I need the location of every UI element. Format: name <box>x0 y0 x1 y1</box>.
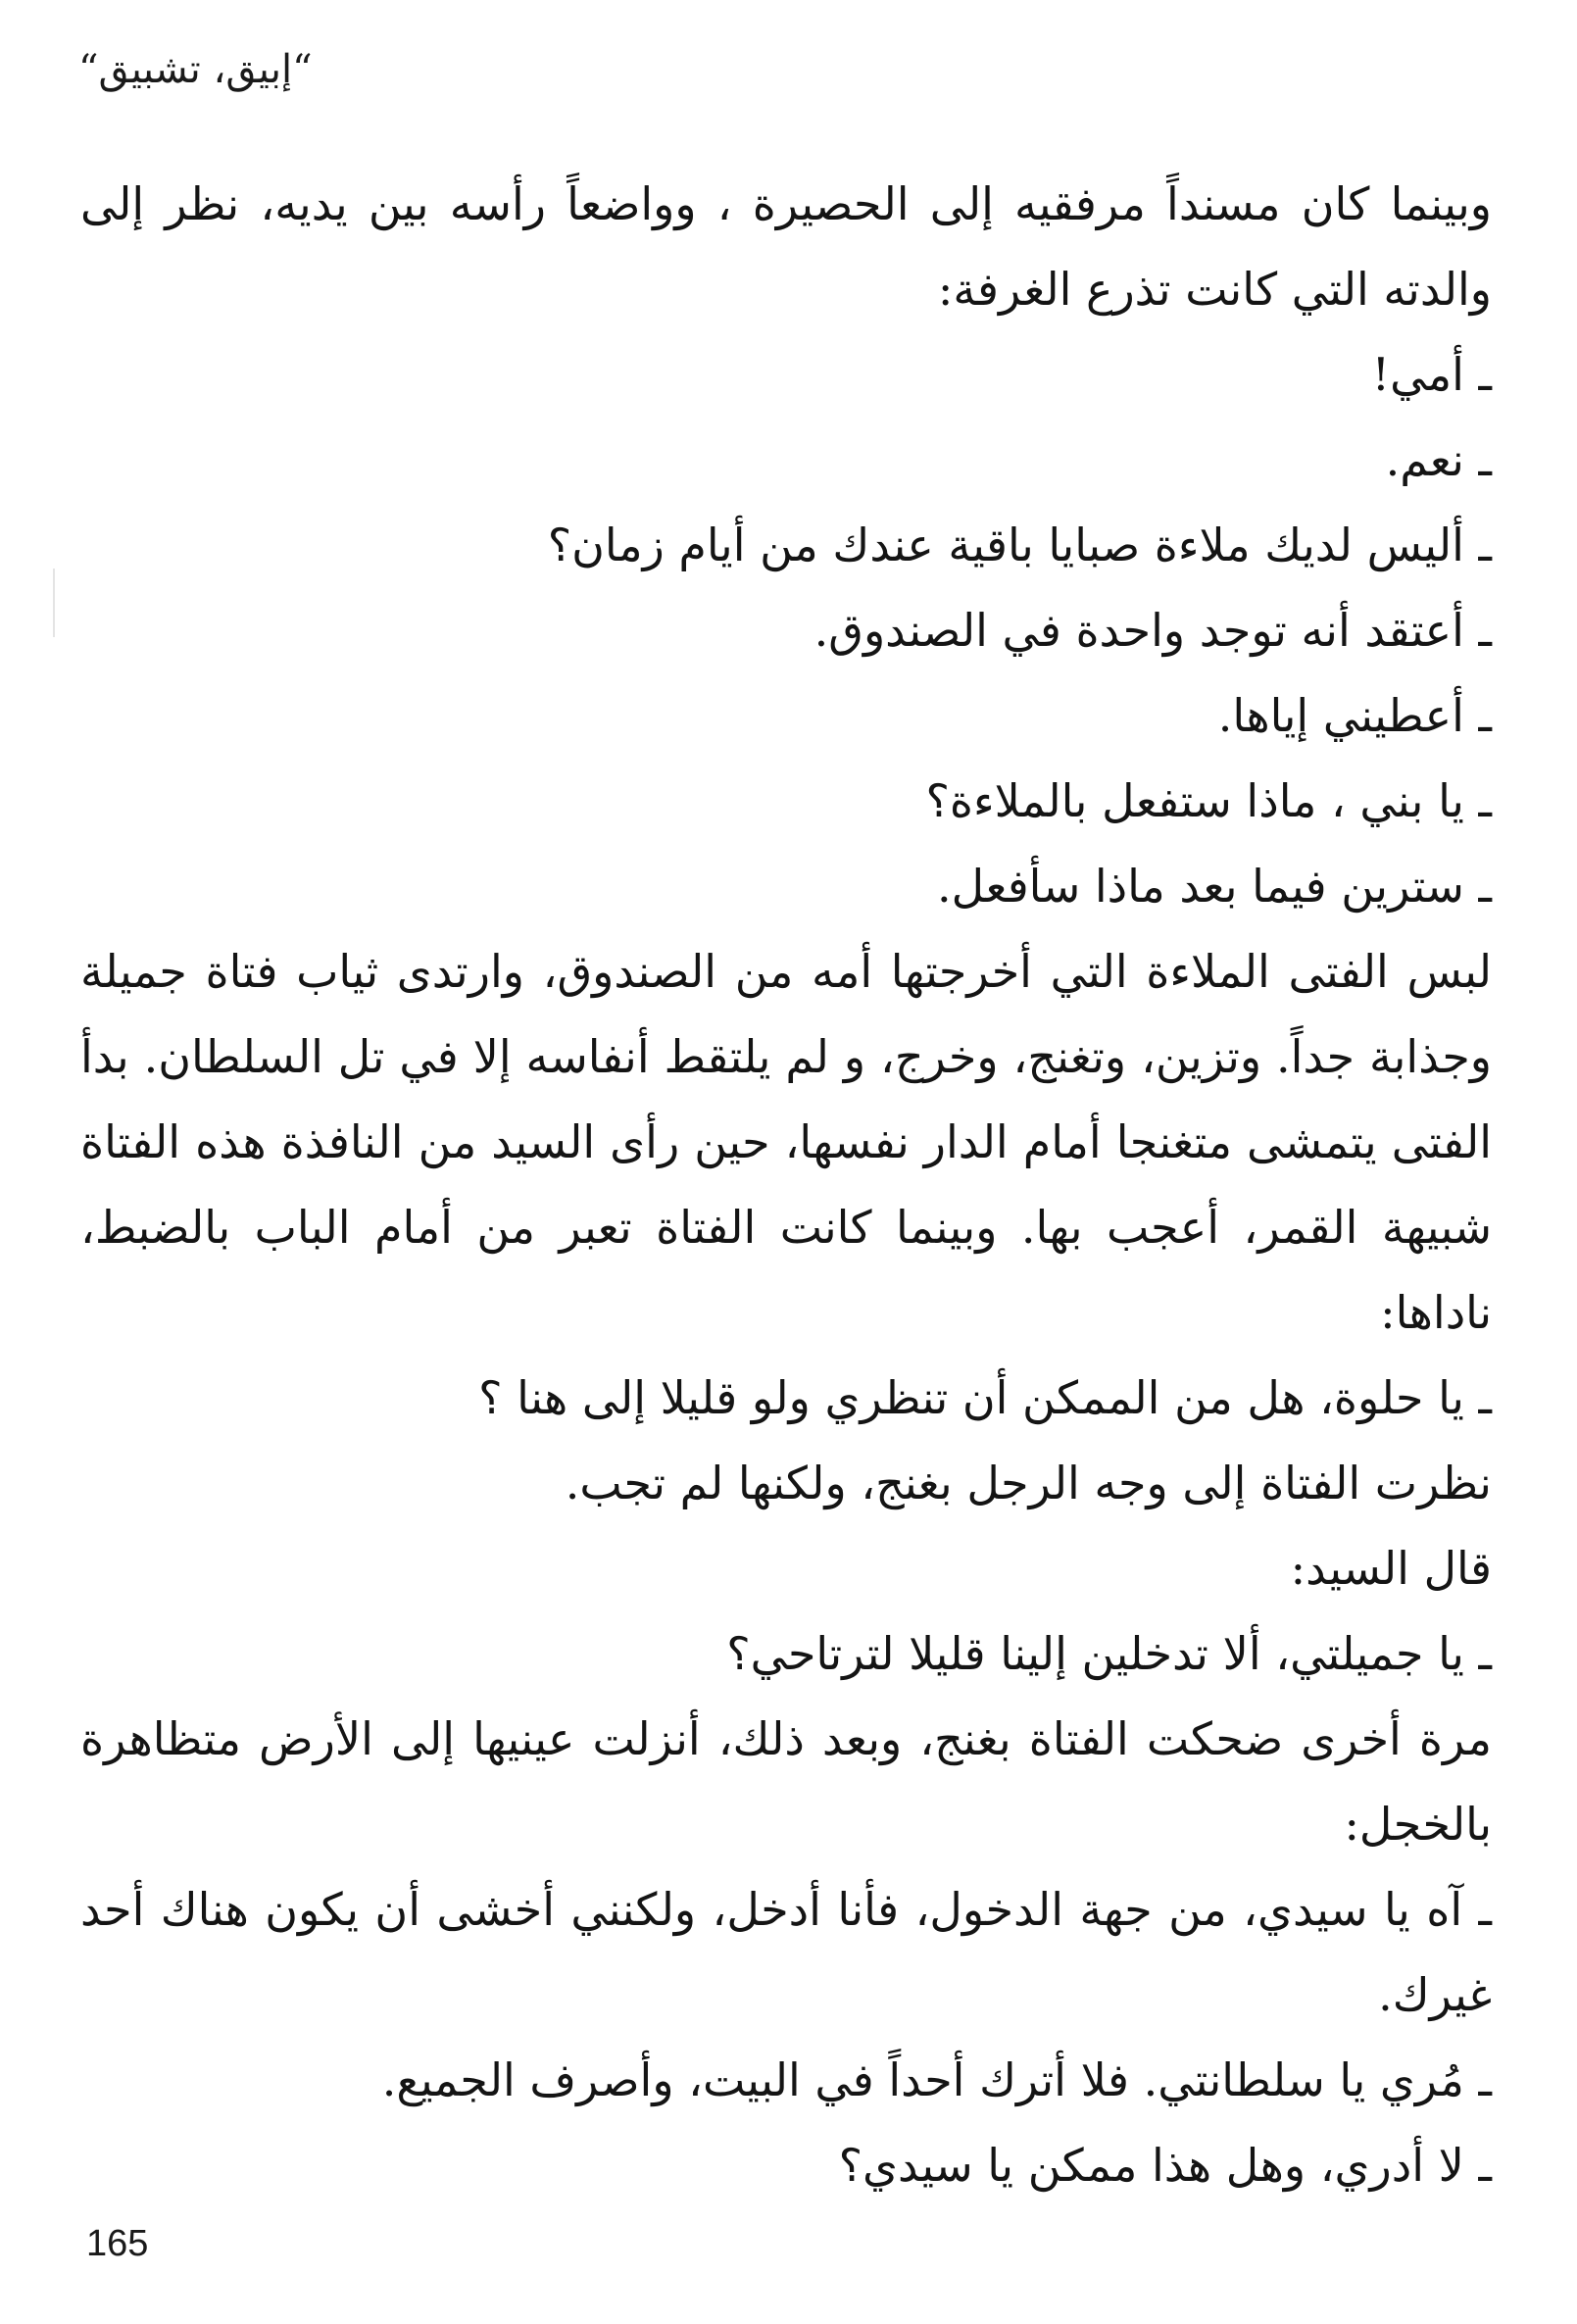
paragraph-dialogue: ـ أعطيني إياها. <box>1217 689 1492 742</box>
paragraph-narration: لبس الفتى الملاءة التي أخرجتها أمه من الصندوق، وارتدى ثياب فتاة جميلة وجذابة جداً. وتزين، وتغنج، وخرج، و لم يلتقط أنفاسه إلا في تل السلطان. بدأ الفتى يتمشى متغنجا أمام الدار نفسها، حين رأى السيد من النافذة هذه الفتاة شبيهة القمر، أعجب بها. وبينما كانت الفتاة تعبر من أمام الباب بالضبط، ناداها: <box>80 945 1492 1339</box>
running-header: “إبيق، تشبيق“ <box>78 47 313 92</box>
paragraph-dialogue: ـ سترين فيما بعد ماذا سأفعل. <box>937 860 1492 913</box>
paragraph-dialogue: ـ أمي! <box>1371 348 1492 401</box>
paragraph-dialogue: ـ مُري يا سلطانتي. فلا أترك أحداً في البيت، وأصرف الجميع. <box>381 2053 1492 2106</box>
paragraph-dialogue: ـ يا بني ، ماذا ستفعل بالملاءة؟ <box>925 774 1492 827</box>
paragraph-narration: نظرت الفتاة إلى وجه الرجل بغنج، ولكنها لم تجب. <box>565 1457 1492 1509</box>
paragraph-narration: مرة أخرى ضحكت الفتاة بغنج، وبعد ذلك، أنزلت عينيها إلى الأرض متظاهرة بالخجل: <box>80 1712 1492 1851</box>
paragraph-dialogue: ـ يا جميلتي، ألا تدخلين إلينا قليلا لترتاحي؟ <box>726 1627 1492 1680</box>
paragraph-narration: وبينما كان مسنداً مرفقيه إلى الحصيرة ، وواضعاً رأسه بين يديه، نظر إلى والدته التي كانت تذرع الغرفة: <box>80 177 1492 316</box>
paragraph-dialogue: ـ يا حلوة، هل من الممكن أن تنظري ولو قليلا إلى هنا ؟ <box>478 1371 1492 1424</box>
paragraph-dialogue: ـ نعم. <box>1385 433 1492 486</box>
paragraph-dialogue: ـ لا أدري، وهل هذا ممكن يا سيدي؟ <box>838 2139 1492 2192</box>
paragraph-dialogue: ـ آه يا سيدي، من جهة الدخول، فأنا أدخل، ولكنني أخشى أن يكون هناك أحد غيرك. <box>80 1883 1492 2021</box>
paragraph-narration: قال السيد: <box>1290 1542 1492 1595</box>
page-number: 165 <box>86 2223 149 2264</box>
margin-mark <box>53 569 55 637</box>
paragraph-dialogue: ـ أليس لديك ملاءة صبايا باقية عندك من أيام زمان؟ <box>547 519 1492 571</box>
page-body-text <box>80 162 1492 2208</box>
paragraph-dialogue: ـ أعتقد أنه توجد واحدة في الصندوق. <box>813 604 1492 657</box>
